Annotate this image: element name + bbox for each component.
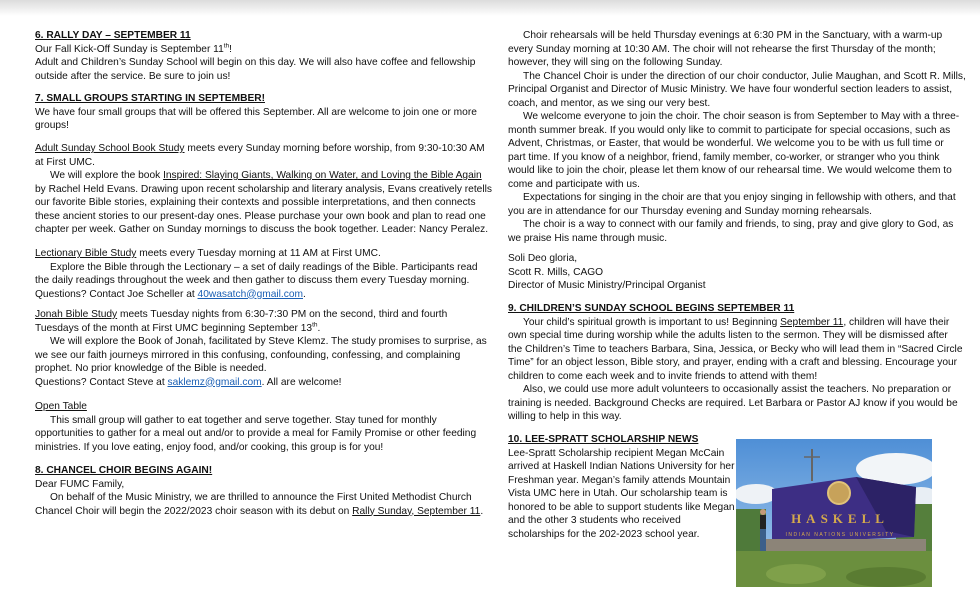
text-line [508,252,706,266]
text-line [35,288,478,302]
text-line [508,383,962,397]
email-link[interactable]: 40wasatch@gmail.com [197,288,303,300]
text-line [508,124,966,138]
text-run: groups! [35,120,69,131]
text-run: . [317,322,321,334]
text-line [35,427,476,441]
text-line [35,261,478,275]
text-run: Dear FUMC Family, [35,478,125,490]
text-line [35,274,478,288]
text-run: however, they will sing on the following Sunday. [508,57,723,68]
lectionary-bible-study [35,247,478,301]
section-scholarship-news [508,433,735,541]
text-run: the daily readings throughout the week and then gather to discuss them every Tuesday morning. [35,275,470,286]
section-childrens-sunday-school [508,302,962,424]
text-run: meets every Tuesday morning at 11 AM at First UMC. [136,248,381,259]
text-run: the Children’s Time to teachers Barbara, Sina, Jessica, or Becky who will lead them in “Sacred Circle [508,343,963,355]
text-line [508,397,962,411]
text-run: you are in attendance for our Thursday evening and Sunday morning rehearsals. [508,205,872,217]
text-run: . [303,288,306,300]
text-run: by Rachel Held Evans. Drawing upon recent scholarship and literary analysis, Evans creatively retells [35,183,492,195]
adult-book-study [35,142,492,237]
text-line [35,441,476,455]
text-run: opportunities to gather for a meal out and/or to provide a meal for Family Promise or other feeding [35,428,477,439]
text-run: scholarships for the 202-2023 school year. [508,528,700,540]
text-line [508,370,962,384]
section-heading: 7. SMALL GROUPS STARTING IN SEPTEMBER! [35,93,265,104]
text-run: , children will have their [843,316,950,328]
text-line [35,142,492,156]
text-run: arrived at Haskell Indian Nations University for her [508,461,735,472]
text-run: We will explore the Book of Jonah, facilitated by Steve Klemz. The study promises to surprise, as [50,336,487,347]
text-run: Questions? Contact Steve at [35,376,168,388]
text-run: Vista UMC here in Utah. Our scholarship team is [508,488,728,499]
text-line [35,491,483,505]
text-run: . [480,505,484,517]
text-run: and the other 3 students who received [508,515,681,526]
text-line [508,433,735,447]
text-line [35,464,483,478]
text-run: The choir is a way to connect with our family and friends, to sing, pray and give glory to God, as [523,219,954,230]
text-line [508,97,966,111]
text-run: ! [229,43,233,55]
text-run: Freshman year. Megan’s family attends Mountain [508,474,731,486]
section-small-groups [35,92,477,133]
signature [508,252,706,293]
text-run: We have four small groups that will be offered this September. All are welcome to join one or more [35,106,477,118]
text-line [508,460,735,474]
text-run: Lee-Spratt Scholarship recipient Megan McCain [508,447,725,459]
text-run: We will explore the book [50,170,164,181]
jonah-bible-study [35,308,487,389]
text-run: our favorite Bible stories, explaining their contexts and possible interpretations, and then connects [35,197,476,208]
text-run: The Chancel Choir is under the direction of our choir conductor, Julie Maughan, and Scott R. Mills, [523,70,966,82]
text-run: coach, and mentor, as we sing our very best. [508,97,711,109]
text-line [35,210,492,224]
text-line [35,335,487,349]
text-line [508,302,962,316]
haskell-sign-photo [736,439,932,587]
text-run: meets every Sunday morning before worship, from 9:30-10:30 AM [184,143,485,154]
text-run: On behalf of the Music Ministry, we are thrilled to announce the First United Methodist Church [50,492,472,503]
text-line [35,414,476,428]
text-line [508,356,962,370]
text-line [35,43,475,57]
text-line [35,376,487,390]
text-run: own special time during worship while the adults listen to the sermon. They will be dismissed after [508,330,948,341]
text-line [508,151,966,165]
text-line [508,164,966,178]
text-run: ministries. If you love eating, enjoy food, and/or cooking, this group is for you! [35,441,384,453]
text-line [508,487,735,501]
underlined-title: September 11 [780,316,844,328]
text-line [508,232,966,246]
text-line [35,505,483,519]
text-line [508,178,966,192]
section-heading: 8. CHANCEL CHOIR BEGINS AGAIN! [35,465,213,476]
underlined-title: Inspired: Slaying Giants, Walking on Water, and Loving the Bible Again [163,170,482,181]
text-line [35,349,487,363]
text-line [508,137,966,151]
text-run: Principal Organist and Director of Music Ministry. We have four wonderful section leaders to assist, [508,84,953,95]
text-run: We welcome everyone to join the choir. The choir season is from September to May with a three- [523,111,960,122]
text-run: come and participate with us. [508,178,640,190]
text-line [35,70,475,84]
text-run: every Sunday morning at 10:30 AM. The choir will not rehearse the first Thursday of the month; [508,43,936,55]
text-run: part time. If you know of a neighbor, friend, family member, co-worker, or stranger who you think [508,151,940,163]
text-run: honored to be able to support students like Megan [508,501,735,513]
text-line [35,183,492,197]
text-line [508,501,735,515]
text-run: Explore the Bible through the Lectionary – a set of daily readings of the Bible. Participants read [50,261,478,273]
text-run: at First UMC. [35,156,95,168]
text-run: Soli Deo gloria, [508,253,578,264]
text-line [35,56,475,70]
text-run: Adult and Children’s Sunday School will begin on this day. We will also have coffee and fellowship [35,57,476,68]
text-line [35,223,492,237]
text-run: would like to join the choir, please let them know of our rehearsal time. We would welcome them to [508,165,952,176]
text-line [35,156,492,170]
text-line [35,29,475,43]
text-line [35,169,492,183]
text-run: we see our faith journeys mirrored in this confusing, confounding, confessing, and complaining [35,349,461,361]
text-run: Tuesdays of the month at First UMC beginning September 13 [35,322,313,334]
text-run: month summer break. If you would only like to commit to participate for special occasions, such as [508,124,951,136]
underlined-title: Lectionary Bible Study [35,248,137,259]
text-run: chapter per week. Gather on Sunday mornings to discuss the book together. Leader: Nancy Peralez. [35,224,489,235]
email-link[interactable]: saklemz@gmail.com [167,376,262,388]
text-run: Scott R. Mills, CAGO [508,266,604,278]
text-line [508,343,962,357]
text-line [508,329,962,343]
text-line [508,83,966,97]
ordinal-suffix: th [223,42,230,50]
text-line [508,266,706,280]
text-line [508,410,962,424]
text-run: Questions? Contact Joe Scheller at [35,288,198,300]
underlined-title: Rally Sunday, September 11 [352,505,481,517]
section-heading: 9. CHILDREN’S SUNDAY SCHOOL BEGINS SEPTEMBER 11 [508,303,795,314]
underlined-title: Open Table [35,401,87,412]
sign-text: HASKELL [791,511,889,526]
text-run: . All are welcome! [261,376,342,388]
text-run: meets Tuesday nights from 6:30-7:30 PM on the second, third and fourth [117,309,448,320]
text-run: Director of Music Ministry/Principal Organist [508,280,706,291]
text-line [508,70,966,84]
text-run: Advent, Christmas, or Easter, that would be wonderful. We welcome you to be with us full time or [508,138,944,149]
text-run: children to come each week and to invite friends to attend with them! [508,370,818,382]
text-run: outside after the service. Be sure to join us! [35,70,231,82]
text-line [508,205,966,219]
text-run: Choir rehearsals will be held Thursday evenings at 6:30 PM in the Sanctuary, with a warm-up [523,30,943,41]
top-shadow [0,0,980,16]
text-line [35,322,487,336]
text-line [35,400,476,414]
text-line [35,196,492,210]
text-line [508,447,735,461]
section-heading: 10. LEE-SPRATT SCHOLARSHIP NEWS [508,434,699,445]
text-line [508,43,966,57]
text-run: training is needed. Background Checks are required. Let Barbara or Pastor AJ know if you would be [508,397,958,409]
text-line [35,106,477,120]
text-line [508,191,966,205]
text-line [35,119,477,133]
open-table [35,400,476,454]
text-line [508,316,962,330]
text-line [508,474,735,488]
text-run: we praise His name through music. [508,232,668,244]
section-rally-day [35,29,475,83]
text-run: Time” for an object lesson, Bible story, and prayer, ending with a craft and blessing. Encourage your [508,357,958,368]
section-heading: 6. RALLY DAY – SEPTEMBER 11 [35,30,191,41]
ordinal-suffix: th [312,321,318,329]
text-run: This small group will gather to eat together and serve together. Stay tuned for monthly [50,414,437,426]
sign-subtext: INDIAN NATIONS UNIVERSITY [785,532,895,538]
text-line [508,528,735,542]
text-line [508,110,966,124]
text-run: willing to help in this way. [508,411,622,422]
text-line [508,218,966,232]
text-line [35,247,478,261]
text-line [35,308,487,322]
text-line [35,478,483,492]
text-line [508,56,966,70]
text-run: Our Fall Kick-Off Sunday is September 11 [35,43,224,55]
choir-details [508,29,966,245]
text-line [508,514,735,528]
text-run: Expectations for singing in the choir are that you enjoy singing in fellowship with others, and that [523,192,956,203]
text-run: Also, we could use more adult volunteers to occasionally assist the teachers. No preparation or [523,384,952,395]
section-chancel-choir [35,464,483,518]
text-run: these ancient stories to our present-day ones. Please purchase your own book and plan to read one [35,210,486,222]
underlined-title: Adult Sunday School Book Study [35,143,185,154]
text-line [508,279,706,293]
text-run: Chancel Choir will begin the 2022/2023 choir season with its debut on [35,505,353,517]
text-line [35,92,477,106]
underlined-title: Jonah Bible Study [35,309,118,320]
text-line [35,362,487,376]
text-run: prophet. No prior knowledge of the Bible is needed. [35,363,267,374]
text-run: Your child’s spiritual growth is important to us! Beginning [523,316,781,328]
text-line [508,29,966,43]
